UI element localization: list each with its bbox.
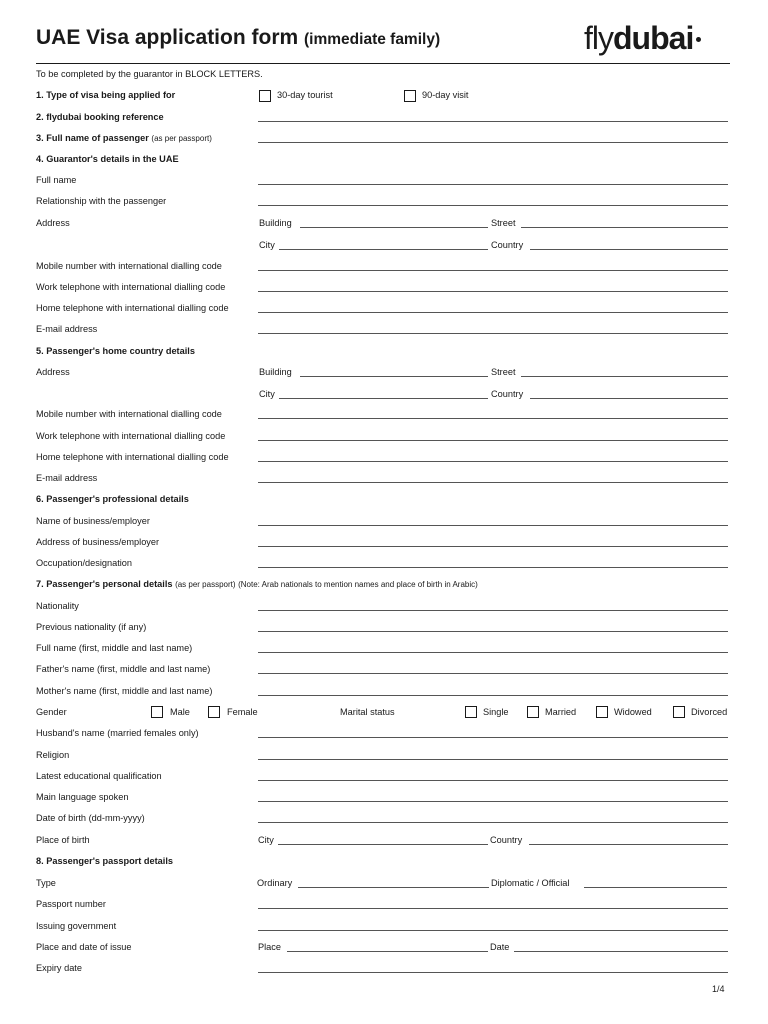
q5-heading: 5. Passenger's home country details (36, 346, 195, 356)
guarantor-building-label: Building (259, 218, 292, 228)
booking-reference-field[interactable] (258, 121, 728, 122)
religion-label: Religion (36, 750, 70, 760)
mother-name-label: Mother's name (first, middle and last name) (36, 686, 213, 696)
diplomatic-field[interactable] (584, 887, 727, 888)
home-country-label: Country (491, 389, 524, 399)
personal-full-name-field[interactable] (258, 652, 728, 653)
issue-place-label: Place (258, 942, 281, 952)
checkbox-widowed-label: Widowed (614, 707, 652, 717)
checkbox-30-day-tourist[interactable] (259, 90, 271, 102)
checkbox-female-label: Female (227, 707, 258, 717)
checkbox-90-day-visit-label: 90-day visit (422, 90, 469, 100)
guarantor-work-tel-label: Work telephone with international dialling code (36, 282, 226, 292)
issue-date-label: Date (490, 942, 510, 952)
diplomatic-label: Diplomatic / Official (491, 878, 570, 888)
home-street-label: Street (491, 367, 516, 377)
personal-full-name-label: Full name (first, middle and last name) (36, 643, 193, 653)
checkbox-female[interactable] (208, 706, 220, 718)
home-street-field[interactable] (521, 376, 728, 377)
q7-heading-small: (as per passport) (175, 580, 236, 589)
father-name-label: Father's name (first, middle and last name) (36, 664, 211, 674)
ordinary-label: Ordinary (257, 878, 293, 888)
logo-text-bold: dubai (613, 20, 694, 56)
form-title-sub: (immediate family) (304, 31, 441, 48)
issue-place-field[interactable] (287, 951, 488, 952)
home-email-label: E-mail address (36, 473, 98, 483)
prev-nationality-label: Previous nationality (if any) (36, 622, 147, 632)
guarantor-home-tel-field[interactable] (258, 312, 728, 313)
checkbox-single-label: Single (483, 707, 509, 717)
language-label: Main language spoken (36, 792, 129, 802)
q3-label (36, 133, 212, 143)
home-home-tel-field[interactable] (258, 461, 728, 462)
checkbox-single[interactable] (465, 706, 477, 718)
q3-label-main: 3. Full name of passenger (36, 133, 149, 143)
checkbox-married-label: Married (545, 707, 577, 717)
guarantor-mobile-field[interactable] (258, 270, 728, 271)
religion-field[interactable] (258, 759, 728, 760)
form-title-main: UAE Visa application form (36, 26, 299, 49)
occupation-label: Occupation/designation (36, 558, 133, 568)
q7-heading-main: 7. Passenger's personal details (36, 579, 173, 589)
nationality-field[interactable] (258, 610, 728, 611)
home-address-label: Address (36, 367, 70, 377)
mother-name-field[interactable] (258, 695, 728, 696)
checkbox-90-day-visit[interactable] (404, 90, 416, 102)
q1-label: 1. Type of visa being applied for (36, 90, 176, 100)
checkbox-divorced-label: Divorced (691, 707, 728, 717)
pob-country-label: Country (490, 835, 523, 845)
employer-address-field[interactable] (258, 546, 728, 547)
employer-name-label: Name of business/employer (36, 516, 150, 526)
home-home-tel-label: Home telephone with international dialling code (36, 452, 229, 462)
issuing-gov-label: Issuing government (36, 921, 117, 931)
q8-heading: 8. Passenger's passport details (36, 856, 173, 866)
instructions-text: To be completed by the guarantor in BLOCK LETTERS. (36, 69, 263, 79)
prev-nationality-field[interactable] (258, 631, 728, 632)
dob-label: Date of birth (dd-mm-yyyy) (36, 813, 145, 823)
ordinary-field[interactable] (298, 887, 489, 888)
husband-name-field[interactable] (258, 737, 728, 738)
passport-type-label: Type (36, 878, 56, 888)
guarantor-full-name-field[interactable] (258, 184, 728, 185)
marital-status-label: Marital status (340, 707, 395, 717)
home-mobile-label: Mobile number with international dialling code (36, 409, 222, 419)
passport-number-label: Passport number (36, 899, 106, 909)
q2-label: 2. flydubai booking reference (36, 112, 164, 122)
place-date-issue-label: Place and date of issue (36, 942, 132, 952)
home-work-tel-field[interactable] (258, 440, 728, 441)
occupation-field[interactable] (258, 567, 728, 568)
q7-note: (Note: Arab nationals to mention names and place of birth in Arabic) (238, 580, 478, 589)
form-title (36, 26, 440, 50)
q7-heading (36, 579, 478, 589)
expiry-date-label: Expiry date (36, 963, 82, 973)
q3-label-small: (as per passport) (151, 134, 212, 143)
dob-field[interactable] (258, 822, 728, 823)
q6-heading: 6. Passenger's professional details (36, 494, 189, 504)
passport-number-field[interactable] (258, 908, 728, 909)
issue-date-field[interactable] (514, 951, 728, 952)
guarantor-home-tel-label: Home telephone with international dialling code (36, 303, 229, 313)
education-label: Latest educational qualification (36, 771, 162, 781)
guarantor-country-field[interactable] (530, 249, 728, 250)
guarantor-work-tel-field[interactable] (258, 291, 728, 292)
nationality-label: Nationality (36, 601, 79, 611)
guarantor-city-field[interactable] (279, 249, 488, 250)
guarantor-street-field[interactable] (521, 227, 728, 228)
home-country-field[interactable] (530, 398, 728, 399)
language-field[interactable] (258, 801, 728, 802)
guarantor-email-label: E-mail address (36, 324, 98, 334)
issuing-gov-field[interactable] (258, 930, 728, 931)
guarantor-city-label: City (259, 240, 275, 250)
guarantor-relationship-label: Relationship with the passenger (36, 196, 167, 206)
checkbox-divorced[interactable] (673, 706, 685, 718)
guarantor-address-label: Address (36, 218, 70, 228)
checkbox-30-day-tourist-label: 30-day tourist (277, 90, 333, 100)
checkbox-male[interactable] (151, 706, 163, 718)
father-name-field[interactable] (258, 673, 728, 674)
q4-heading: 4. Guarantor's details in the UAE (36, 154, 179, 164)
guarantor-relationship-field[interactable] (258, 205, 728, 206)
guarantor-street-label: Street (491, 218, 516, 228)
pob-label: Place of birth (36, 835, 90, 845)
checkbox-male-label: Male (170, 707, 190, 717)
pob-city-label: City (258, 835, 274, 845)
home-work-tel-label: Work telephone with international dialling code (36, 431, 226, 441)
education-field[interactable] (258, 780, 728, 781)
pob-city-field[interactable] (278, 844, 488, 845)
logo-dot (696, 37, 701, 42)
guarantor-email-field[interactable] (258, 333, 728, 334)
home-mobile-field[interactable] (258, 418, 728, 419)
page-number: 1/4 (712, 984, 725, 994)
pob-country-field[interactable] (529, 844, 728, 845)
husband-name-label: Husband's name (married females only) (36, 728, 199, 738)
guarantor-country-label: Country (491, 240, 524, 250)
logo-text-light: fly (584, 20, 613, 56)
guarantor-full-name-label: Full name (36, 175, 77, 185)
gender-label: Gender (36, 707, 67, 717)
home-city-label: City (259, 389, 275, 399)
header-rule (36, 63, 730, 64)
passenger-full-name-field[interactable] (258, 142, 728, 143)
home-building-field[interactable] (300, 376, 488, 377)
checkbox-married[interactable] (527, 706, 539, 718)
expiry-date-field[interactable] (258, 972, 728, 973)
home-email-field[interactable] (258, 482, 728, 483)
guarantor-building-field[interactable] (300, 227, 488, 228)
home-city-field[interactable] (279, 398, 488, 399)
employer-address-label: Address of business/employer (36, 537, 160, 547)
checkbox-widowed[interactable] (596, 706, 608, 718)
employer-name-field[interactable] (258, 525, 728, 526)
home-building-label: Building (259, 367, 292, 377)
guarantor-mobile-label: Mobile number with international dialling code (36, 261, 222, 271)
flydubai-logo (584, 20, 693, 57)
